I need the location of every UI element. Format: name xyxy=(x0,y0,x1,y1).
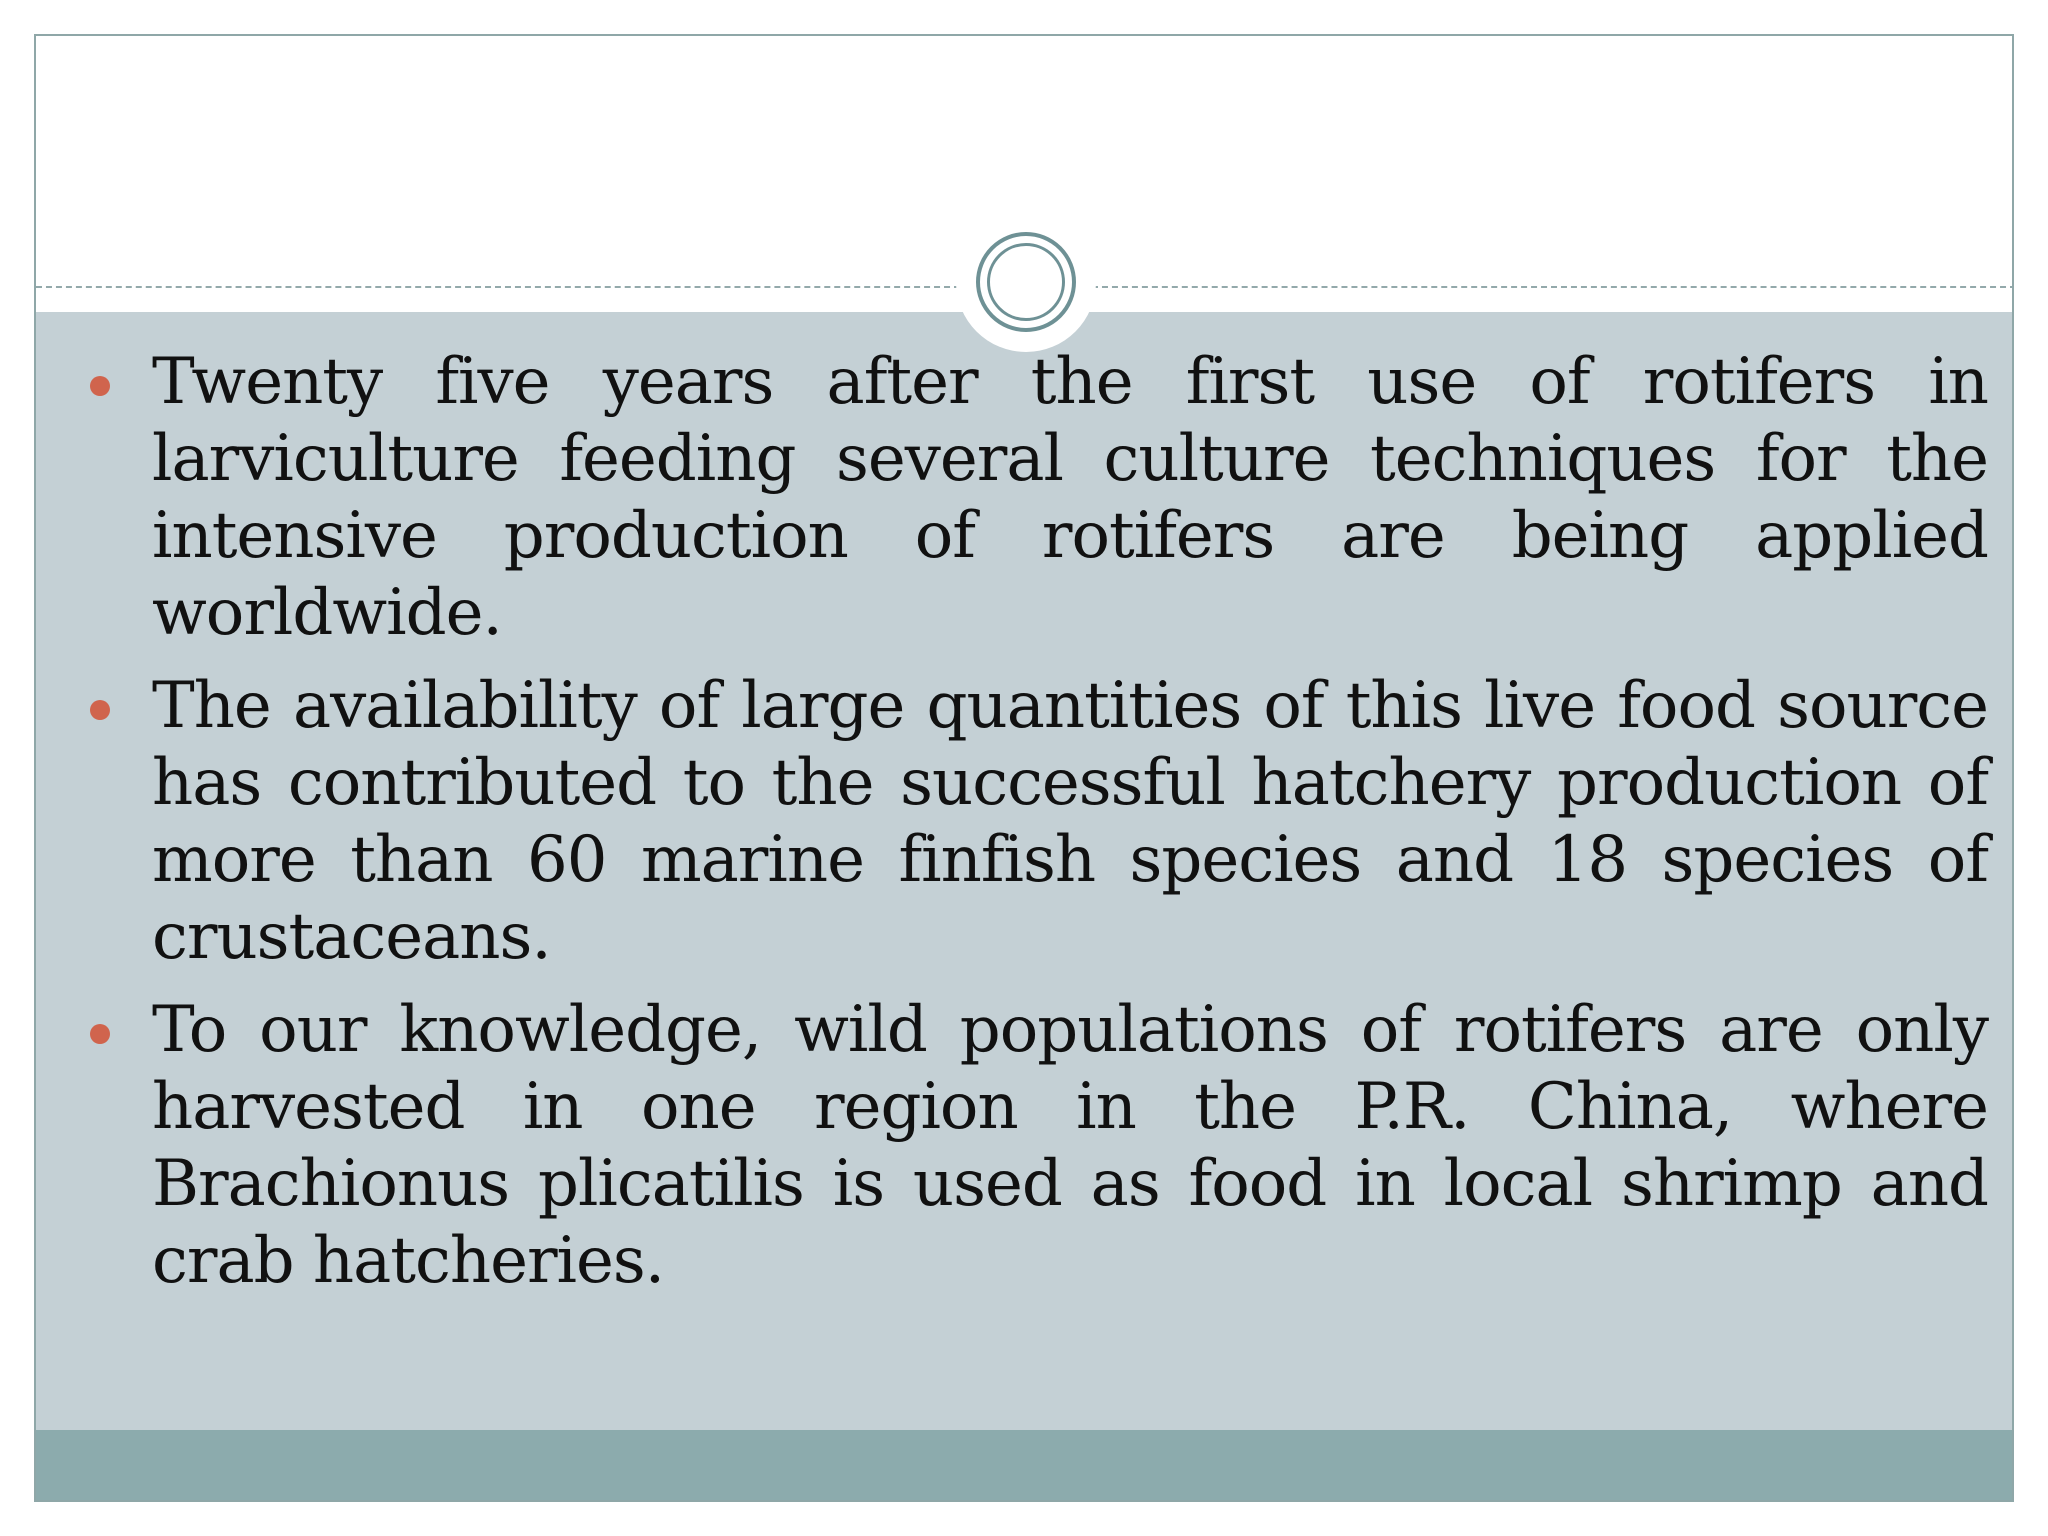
bullet-dot-icon xyxy=(90,700,110,720)
circle-ornament-icon xyxy=(976,232,1076,332)
circle-ornament-inner xyxy=(987,243,1065,321)
bullet-text: The availability of large quantities of this live food source has contributed to the successful hatchery production of more than 60 marine finfish species and 18 species of crustaceans. xyxy=(152,669,1988,974)
footer-bar xyxy=(36,1430,2012,1502)
list-item xyxy=(90,992,1988,1300)
list-item xyxy=(90,344,1988,652)
bullet-list xyxy=(90,344,1988,1316)
list-item xyxy=(90,668,1988,976)
bullet-dot-icon xyxy=(90,1024,110,1044)
header-divider-right xyxy=(1092,286,2014,288)
bullet-dot-icon xyxy=(90,376,110,396)
slide xyxy=(34,34,2014,1502)
bullet-text: Twenty five years after the first use of rotifers in larviculture feeding several culture techniques for the intensive production of rotifers are being applied worldwide. xyxy=(152,345,1988,650)
header-divider-left xyxy=(36,286,960,288)
bullet-text: To our knowledge, wild populations of rotifers are only harvested in one region in the P.R. China, where Brachionus plicatilis is used as food in local shrimp and crab hatcheries. xyxy=(152,993,1988,1298)
